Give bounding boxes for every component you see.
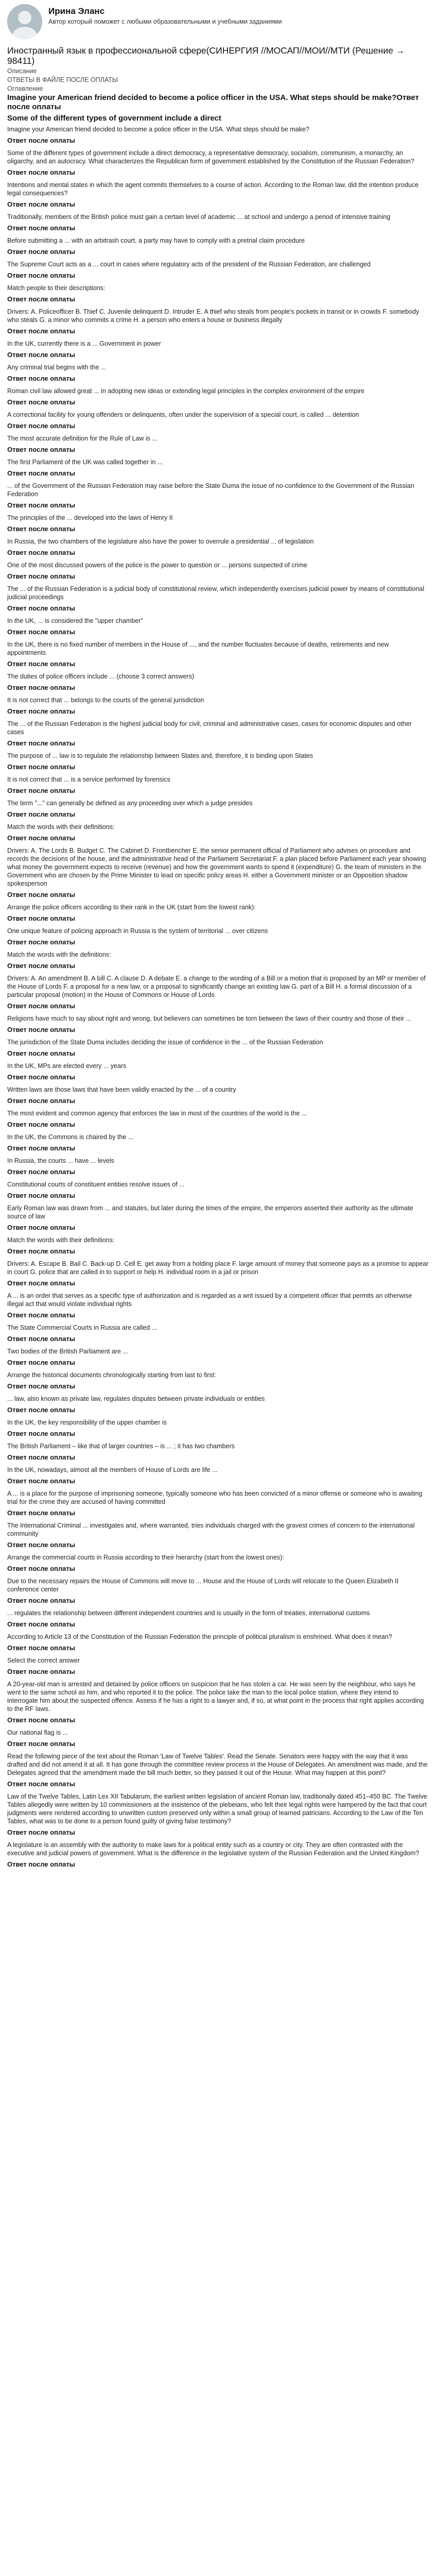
question-text: Arrange the historical documents chronologically starting from last to first:: [7, 1371, 216, 1379]
question-text: Religions have much to say about right and wrong, but believers can sometimes be torn between the laws of their country and those of their ...: [7, 1015, 412, 1022]
question-text: Match the words with the definitions:: [7, 951, 111, 958]
answer-placeholder: Ответ после оплаты: [7, 446, 75, 453]
answer-placeholder: Ответ после оплаты: [7, 1597, 75, 1604]
question-text: A 20-year-old man is arrested and detained by police officers on suspicion that he has stolen a car. He was seen by the neighbour, who says he went to the same school as him, and who reported it to the police. The police take the man to the local police station, where they intend to interrogate him about the suspected offence. Assess if he has a right to a lawyer and, if so, at what point in the process that right applies according to the RF laws.: [7, 1681, 424, 1713]
question-text: Roman civil law allowed great ... in adopting new ideas or extending legal principles in the complex environment of the empire: [7, 387, 365, 395]
answer-placeholder: Ответ после оплаты: [7, 1565, 75, 1572]
answer-placeholder: Ответ после оплаты: [7, 200, 75, 208]
answer-placeholder: Ответ после оплаты: [7, 1430, 75, 1437]
answer-placeholder: Ответ после оплаты: [7, 525, 75, 533]
answer-placeholder: Ответ после оплаты: [7, 1620, 75, 1628]
question-text: ... of the Government of the Russian Federation may raise before the State Duma the issue of no-confidence to the Government of the Russian Federation: [7, 482, 414, 498]
question-text: Drivers: A. Policeofficer B. Thief C. Juvenile delinquent D. Intruder E. A thief who steals from people's pockets in transit or in crowds F. somebody who steals G. a minor who commits a crime H. a person who enters a house or business illegally: [7, 308, 420, 324]
answer-placeholder: Ответ после оплаты: [7, 137, 75, 144]
author-avatar[interactable]: [7, 4, 42, 39]
question-text: A correctional facility for young offenders or delinquents, often under the supervision of a special court, is called ... detention: [7, 411, 359, 418]
question-text: In the UK, nowadays, almost all the members of House of Lords are life ...: [7, 1466, 218, 1473]
answer-placeholder: Ответ после оплаты: [7, 1002, 75, 1010]
answer-placeholder: Ответ после оплаты: [7, 787, 75, 794]
question-text: The International Criminal ... investigates and, where warranted, tries individuals charged with the gravest crimes of concern to the international community: [7, 1522, 415, 1537]
answer-placeholder: Ответ после оплаты: [7, 1121, 75, 1128]
question-text: The ... of the Russian Federation is the highest judicial body for civil, criminal and administrative cases, cases for economic disputes and other cases: [7, 720, 412, 736]
answer-placeholder: Ответ после оплаты: [7, 891, 75, 899]
answer-placeholder: Ответ после оплаты: [7, 1049, 75, 1057]
question-text: Any criminal trial begins with the ...: [7, 364, 107, 371]
answer-placeholder: Ответ после оплаты: [7, 628, 75, 636]
question-answer-list: [7, 125, 429, 1869]
question-text: Our national flag is ...: [7, 1729, 68, 1736]
question-text: The purpose of ... law is to regulate the relationship between States and, therefore, it is binding upon States: [7, 752, 313, 759]
answer-placeholder: Ответ после оплаты: [7, 1335, 75, 1343]
question-text: The term "..." can generally be defined as any proceeding over which a judge presides: [7, 800, 253, 807]
answer-placeholder: Ответ после оплаты: [7, 1828, 75, 1836]
question-text: Arrange the commercial courts in Russia according to their hierarchy (start from the lowest ones):: [7, 1554, 284, 1561]
question-text: Read the following piece of the text about the Roman 'Law of Twelve Tables'. Read the Senate. Senators were happy with the way that it was drafted and did not amend it at all. It has gone through the committee review process in the House of Delegates. An amendment was made, and the Delegates agreed that the amendment made the bill much better, so they passed it out of the House. What may happen at this point?: [7, 1753, 428, 1776]
answer-placeholder: Ответ после оплаты: [7, 1453, 75, 1461]
question-text: Arrange the police officers according to their rank in the UK (start from the lowest rank):: [7, 904, 256, 911]
answer-placeholder: Ответ после оплаты: [7, 398, 75, 406]
answer-placeholder: Ответ после оплаты: [7, 272, 75, 279]
answers-note: ОТВЕТЫ В ФАЙЛЕ ПОСЛЕ ОПЛАТЫ: [7, 76, 118, 83]
intro-heading-1: Imagine your American friend decided to become a police officer in the USA. What steps should be make?Ответ после оплаты: [7, 93, 419, 111]
user-silhouette-icon: [7, 4, 42, 39]
author-description: Автор который поможет с любыми образовательными и учебными заданиями: [48, 18, 282, 25]
answer-placeholder: Ответ после оплаты: [7, 1509, 75, 1517]
description-label: Описание: [7, 67, 37, 75]
answer-placeholder: Ответ после оплаты: [7, 295, 75, 303]
question-text: Drivers: A. Escape B. Bail C. Back-up D. Cell E. get away from a holding place F. large amount of money that someone pays as a promise to appear in court G. police that are called in to support or help H. individual room in a jail or prison: [7, 1260, 429, 1276]
answer-placeholder: Ответ после оплаты: [7, 422, 75, 430]
answer-placeholder: Ответ после оплаты: [7, 1644, 75, 1652]
answer-placeholder: Ответ после оплаты: [7, 1192, 75, 1199]
answer-placeholder: Ответ после оплаты: [7, 351, 75, 359]
question-text: In the UK, the Commons is chaired by the ...: [7, 1133, 134, 1141]
question-text: The principles of the ... developed into the laws of Henry II: [7, 514, 173, 521]
question-text: In the UK, ... is considered the "upper chamber": [7, 617, 143, 624]
answer-placeholder: Ответ после оплаты: [7, 1026, 75, 1033]
answer-placeholder: Ответ после оплаты: [7, 1406, 75, 1414]
question-text: Intentions and mental states in which the agent commits themselves to a course of action. According to the Roman law, did the intention produce legal consequences?: [7, 181, 419, 197]
question-text: The Supreme Court acts as a ... court in cases where regulatory acts of the president of the Russian Federation, are challenged: [7, 261, 371, 268]
question-text: The State Commercial Courts in Russia are called ...: [7, 1324, 158, 1331]
answer-placeholder: Ответ после оплаты: [7, 1716, 75, 1724]
question-text: Law of the Twelve Tables, Latin Lex XII Tabularum, the earliest written legislation of ancient Roman law, traditionally dated 451–450 BC. The Twelve Tables allegedly were written by 10 commissioners at the insistence of the plebeians, who felt their legal rights were hampered by the fact that court judgments were rendered according to unwritten custom preserved only within a small group of learned patricians. According to the Law of the Ten Tables, what was to be done to a person found guilty of giving false testimony?: [7, 1793, 427, 1825]
answer-placeholder: Ответ после оплаты: [7, 1780, 75, 1788]
answer-placeholder: Ответ после оплаты: [7, 375, 75, 382]
answer-placeholder: Ответ после оплаты: [7, 549, 75, 556]
author-header: [7, 4, 429, 42]
question-text: Two bodies of the British Parliament are ...: [7, 1348, 128, 1355]
answer-placeholder: Ответ после оплаты: [7, 501, 75, 509]
question-text: It is not correct that ... is a service performed by forensics: [7, 776, 170, 783]
answer-placeholder: Ответ после оплаты: [7, 914, 75, 922]
question-text: Drivers: A. The Lords B. Budget C. The Cabinet D. Frontbencher E. the senior permanent official of Parliament who advises on procedure and records the decisions of the house, and the administrative head of the Parliament Secretariat F. a plan placed before Parliament each year showing what money the government expects to receive (revenue) and how the government wants to spend it (expenditure) G. the team of ministers in the Government who are chosen by the Prime Minister to lead on specific policy areas H. either a Government minister or an Opposition shadow spokesperson: [7, 847, 426, 887]
answer-placeholder: Ответ после оплаты: [7, 962, 75, 970]
question-text: A ... is a place for the purpose of imprisoning someone, typically someone who has been convicted of a minor offense or someone who is awaiting trial for the crime they are accused of having committed: [7, 1490, 423, 1505]
question-text: The first Parliament of the UK was called together in ...: [7, 459, 163, 466]
question-text: ... law, also known as private law, regulates disputes between private individuals or entities: [7, 1395, 265, 1402]
question-text: A ... is an order that serves as a specific type of authorization and is regarded as a writ issued by a competent officer that permits an otherwise illegal act that would violate individual rights: [7, 1292, 412, 1308]
answer-placeholder: Ответ после оплаты: [7, 604, 75, 612]
question-text: Match the words with their definitions:: [7, 823, 115, 831]
question-text: One of the most discussed powers of the police is the power to question or ... persons suspected of crime: [7, 562, 307, 569]
answer-placeholder: Ответ после оплаты: [7, 1740, 75, 1748]
question-text: Some of the different types of government include a direct democracy, a representative democracy, socialism, communism, a monarchy, an oligarchy, and an autocracy. What characterizes the Republican form of government established by the Constitution of the Russian Federation?: [7, 149, 414, 165]
question-text: In the UK, MPs are elected every ... years: [7, 1062, 127, 1070]
question-text: In the UK, the key responsibility of the upper chamber is: [7, 1419, 167, 1426]
answer-placeholder: Ответ после оплаты: [7, 834, 75, 842]
answer-placeholder: Ответ после оплаты: [7, 1144, 75, 1152]
question-text: Before submitting a ... with an arbitrash court, a party may have to comply with a pretrial claim procedure: [7, 237, 305, 244]
answer-placeholder: Ответ после оплаты: [7, 763, 75, 771]
question-text: The jurisdiction of the State Duma includes deciding the issue of confidence in the ... of the Russian Federation: [7, 1039, 323, 1046]
answer-placeholder: Ответ после оплаты: [7, 224, 75, 232]
answer-placeholder: Ответ после оплаты: [7, 469, 75, 477]
question-text: Select the correct answer: [7, 1657, 80, 1664]
answer-placeholder: Ответ после оплаты: [7, 739, 75, 747]
answer-placeholder: Ответ после оплаты: [7, 684, 75, 691]
question-text: The duties of police officers include ... (choose 3 correct answers): [7, 673, 195, 680]
answer-placeholder: Ответ после оплаты: [7, 1073, 75, 1081]
author-info: [48, 4, 282, 26]
answer-placeholder: Ответ после оплаты: [7, 168, 75, 176]
answer-placeholder: Ответ после оплаты: [7, 1168, 75, 1176]
question-text: In Russia, the two chambers of the legislature also have the power to overrule a presidential ... of legislation: [7, 538, 314, 545]
question-text: Early Roman law was drawn from ... and statutes, but later during the times of the empire, the emperors asserted their authority as the ultimate source of law: [7, 1205, 413, 1220]
answer-placeholder: Ответ после оплаты: [7, 1359, 75, 1366]
question-text: A legislature is an assembly with the authority to make laws for a political entity such as a country or city. They are often contrasted with the executive and judicial powers of government. What is the difference in the legislative system of the Russian Federation and the United Kingdom?: [7, 1841, 420, 1857]
answer-placeholder: Ответ после оплаты: [7, 572, 75, 580]
document-title: Иностранный язык в профессиональной сфере(СИНЕРГИЯ //МОСАП//МОИ//МТИ (Решение → 98411): [7, 45, 405, 66]
answer-placeholder: Ответ после оплаты: [7, 248, 75, 256]
answer-placeholder: Ответ после оплаты: [7, 1247, 75, 1255]
question-text: In Russia, the courts ... have ... levels: [7, 1157, 114, 1164]
question-text: Constitutional courts of constituent entities resolve issues of ...: [7, 1181, 185, 1188]
question-text: In the UK, currently there is a ... Government in power: [7, 340, 161, 347]
answer-placeholder: Ответ после оплаты: [7, 1668, 75, 1675]
question-text: Match people to their descriptions:: [7, 284, 106, 292]
author-name[interactable]: Ирина Эланс: [48, 6, 105, 16]
intro-heading-2: Some of the different types of government include a direct: [7, 114, 221, 123]
answer-placeholder: Ответ после оплаты: [7, 1382, 75, 1390]
question-text: Drivers: A. An amendment B. A bill C. A clause D. A debate E. a change to the wording of a Bill or a motion that is proposed by an MP or member of the House of Lords F. a proposal for a new law, or a proposal to significantly change an existing law G. part of a Bill H. a formal discussion of a particular proposal (motion) in the House of Commons or House of Lords: [7, 975, 426, 998]
answer-placeholder: Ответ после оплаты: [7, 707, 75, 715]
question-text: Written laws are those laws that have been validly enacted by the ... of a country: [7, 1086, 236, 1093]
toc-label: Оглавление: [7, 85, 43, 92]
question-text: Match the words with their definitions:: [7, 1236, 115, 1244]
question-text: In the UK, there is no fixed number of members in the House of ..., and the number fluctuates because of deaths, retirements and new appointments: [7, 641, 389, 656]
answer-placeholder: Ответ после оплаты: [7, 1541, 75, 1549]
question-text: Traditionally, members of the British police must gain a certain level of academic ... at school and undergo a period of intensive training: [7, 213, 391, 221]
question-text: The British Parliament – like that of larger countries – is ... ; it has two chambers: [7, 1443, 235, 1450]
question-text: It is not correct that ... belongs to the courts of the general jurisdiction: [7, 697, 204, 704]
answer-placeholder: Ответ после оплаты: [7, 1311, 75, 1319]
answer-placeholder: Ответ после оплаты: [7, 810, 75, 818]
question-text: The most accurate definition for the Rule of Law is ...: [7, 435, 158, 442]
answer-placeholder: Ответ после оплаты: [7, 938, 75, 946]
answer-placeholder: Ответ после оплаты: [7, 1097, 75, 1105]
question-text: The most evident and common agency that enforces the law in most of the countries of the world is the ...: [7, 1110, 307, 1117]
answer-placeholder: Ответ после оплаты: [7, 327, 75, 335]
answer-placeholder: Ответ после оплаты: [7, 1860, 75, 1868]
question-text: One unique feature of policing approach in Russia is the system of territorial ... over citizens: [7, 927, 268, 935]
answer-placeholder: Ответ после оплаты: [7, 1477, 75, 1485]
question-text: ... regulates the relationship between different independent countries and is usually in the form of treaties, international customs: [7, 1609, 370, 1617]
answer-placeholder: Ответ после оплаты: [7, 1224, 75, 1231]
answer-placeholder: Ответ после оплаты: [7, 660, 75, 668]
question-text: Due to the necessary repairs the House of Commons will move to ... House and the House of Lords will relocate to the Queen Elizabeth II conference center: [7, 1578, 399, 1593]
question-text: According to Article 13 of the Constitution of the Russian Federation the principle of political pluralism is enshrined. What does it mean?: [7, 1633, 392, 1640]
question-text: The ... of the Russian Federation is a judicial body of constitutional review, which independently exercises judicial power by means of constitutional judicial proceedings: [7, 585, 425, 601]
answer-placeholder: Ответ после оплаты: [7, 1279, 75, 1287]
question-text: Imagine your American friend decided to become a police officer in the USA. What steps should be make?: [7, 126, 309, 133]
